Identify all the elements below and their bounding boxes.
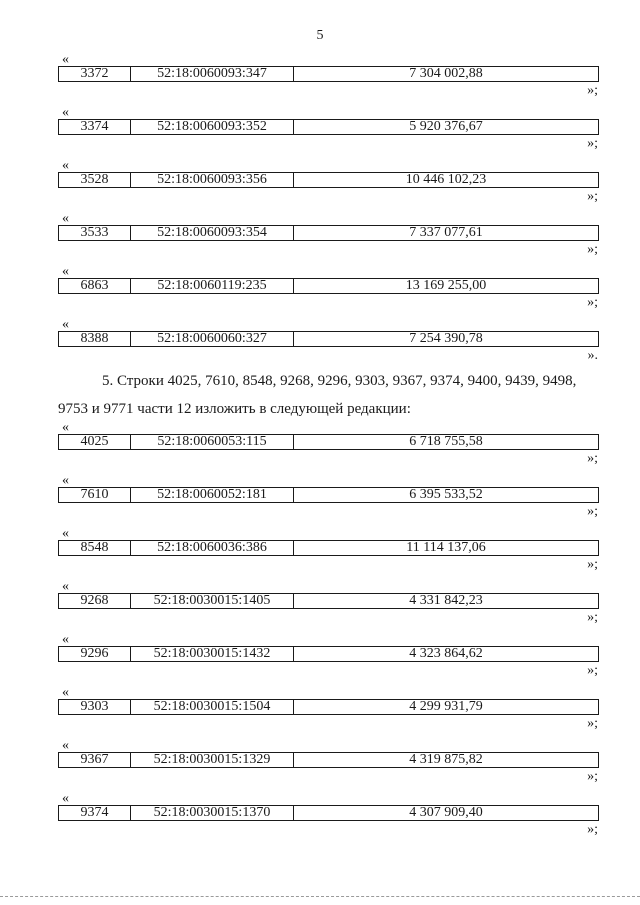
- cadastral-value: 4 319 875,82: [409, 753, 483, 767]
- row-number: 9367: [59, 753, 131, 767]
- entry-9303: [0, 686, 640, 736]
- cadastral-value: 4 299 931,79: [409, 700, 483, 714]
- entry-9296: [0, 633, 640, 683]
- close-quote: »;: [587, 504, 598, 519]
- close-quote: »;: [587, 557, 598, 572]
- cadastral-value: 4 331 842,23: [409, 594, 483, 608]
- open-quote: «: [62, 473, 69, 488]
- page-number: 5: [316, 28, 324, 43]
- open-quote: «: [62, 264, 69, 279]
- table-row: [58, 487, 599, 503]
- table-row: [58, 119, 599, 135]
- entry-3372: [0, 53, 640, 103]
- cadastral-number: 52:18:0060036:386: [131, 541, 294, 555]
- open-quote: «: [62, 158, 69, 173]
- cadastral-value: 10 446 102,23: [405, 173, 487, 187]
- open-quote: «: [62, 738, 69, 753]
- open-quote: «: [62, 526, 69, 541]
- scan-edge-line: [0, 896, 640, 897]
- table-row: [58, 172, 599, 188]
- close-quote: »;: [587, 610, 598, 625]
- row-number: 7610: [59, 488, 131, 502]
- entry-3528: [0, 159, 640, 209]
- cadastral-number: 52:18:0060093:354: [131, 226, 294, 240]
- cadastral-number: 52:18:0060093:352: [131, 120, 294, 134]
- table-row: [58, 752, 599, 768]
- row-number: 3372: [59, 67, 131, 81]
- cadastral-value: 13 169 255,00: [405, 279, 487, 293]
- cadastral-value: 5 920 376,67: [409, 120, 483, 134]
- entry-6863: [0, 265, 640, 315]
- open-quote: «: [62, 211, 69, 226]
- row-number: 9374: [59, 806, 131, 820]
- cadastral-number: 52:18:0030015:1370: [131, 806, 294, 820]
- row-number: 9268: [59, 594, 131, 608]
- table-row: [58, 278, 599, 294]
- table-row: [58, 699, 599, 715]
- cadastral-number: 52:18:0060119:235: [131, 279, 294, 293]
- close-quote: »;: [587, 295, 598, 310]
- table-row: [58, 434, 599, 450]
- row-number: 3374: [59, 120, 131, 134]
- open-quote: «: [62, 52, 69, 67]
- entry-9374: [0, 792, 640, 842]
- cadastral-number: 52:18:0030015:1405: [131, 594, 294, 608]
- close-quote: ».: [587, 348, 598, 363]
- close-quote: »;: [587, 716, 598, 731]
- cadastral-number: 52:18:0030015:1432: [131, 647, 294, 661]
- table-row: [58, 593, 599, 609]
- cadastral-number: 52:18:0060052:181: [131, 488, 294, 502]
- row-number: 8388: [59, 332, 131, 346]
- table-row: [58, 646, 599, 662]
- open-quote: «: [62, 632, 69, 647]
- entry-8548: [0, 527, 640, 577]
- cadastral-number: 52:18:0060093:347: [131, 67, 294, 81]
- cadastral-value: 6 395 533,52: [409, 488, 483, 502]
- row-number: 3533: [59, 226, 131, 240]
- table-row: [58, 805, 599, 821]
- entry-9268: [0, 580, 640, 630]
- close-quote: »;: [587, 242, 598, 257]
- cadastral-number: 52:18:0060060:327: [131, 332, 294, 346]
- entry-4025: [0, 421, 640, 471]
- close-quote: »;: [587, 136, 598, 151]
- entry-3374: [0, 106, 640, 156]
- row-number: 3528: [59, 173, 131, 187]
- cadastral-value: 4 323 864,62: [409, 647, 483, 661]
- cadastral-value: 7 304 002,88: [409, 67, 483, 81]
- close-quote: »;: [587, 769, 598, 784]
- cadastral-number: 52:18:0030015:1329: [131, 753, 294, 767]
- cadastral-value: 7 254 390,78: [409, 332, 483, 346]
- table-row: [58, 225, 599, 241]
- entry-3533: [0, 212, 640, 262]
- open-quote: «: [62, 791, 69, 806]
- close-quote: »;: [587, 663, 598, 678]
- row-number: 8548: [59, 541, 131, 555]
- cadastral-number: 52:18:0030015:1504: [131, 700, 294, 714]
- cadastral-number: 52:18:0060093:356: [131, 173, 294, 187]
- cadastral-value: 11 114 137,06: [406, 541, 486, 555]
- entry-8388: [0, 318, 640, 368]
- table-row: [58, 331, 599, 347]
- cadastral-value: 4 307 909,40: [409, 806, 483, 820]
- entry-7610: [0, 474, 640, 524]
- open-quote: «: [62, 105, 69, 120]
- open-quote: «: [62, 317, 69, 332]
- amendment-paragraph-line2: 9753 и 9771 части 12 изложить в следующей редакции:: [58, 401, 411, 417]
- entry-9367: [0, 739, 640, 789]
- row-number: 9296: [59, 647, 131, 661]
- close-quote: »;: [587, 189, 598, 204]
- table-row: [58, 540, 599, 556]
- cadastral-number: 52:18:0060053:115: [131, 435, 294, 449]
- cadastral-value: 7 337 077,61: [409, 226, 483, 240]
- row-number: 9303: [59, 700, 131, 714]
- open-quote: «: [62, 685, 69, 700]
- amendment-paragraph-line1: 5. Строки 4025, 7610, 8548, 9268, 9296, 9303, 9367, 9374, 9400, 9439, 9498,: [102, 373, 577, 389]
- open-quote: «: [62, 579, 69, 594]
- close-quote: »;: [587, 83, 598, 98]
- close-quote: »;: [587, 451, 598, 466]
- table-row: [58, 66, 599, 82]
- cadastral-value: 6 718 755,58: [409, 435, 483, 449]
- open-quote: «: [62, 420, 69, 435]
- close-quote: »;: [587, 822, 598, 837]
- row-number: 4025: [59, 435, 131, 449]
- row-number: 6863: [59, 279, 131, 293]
